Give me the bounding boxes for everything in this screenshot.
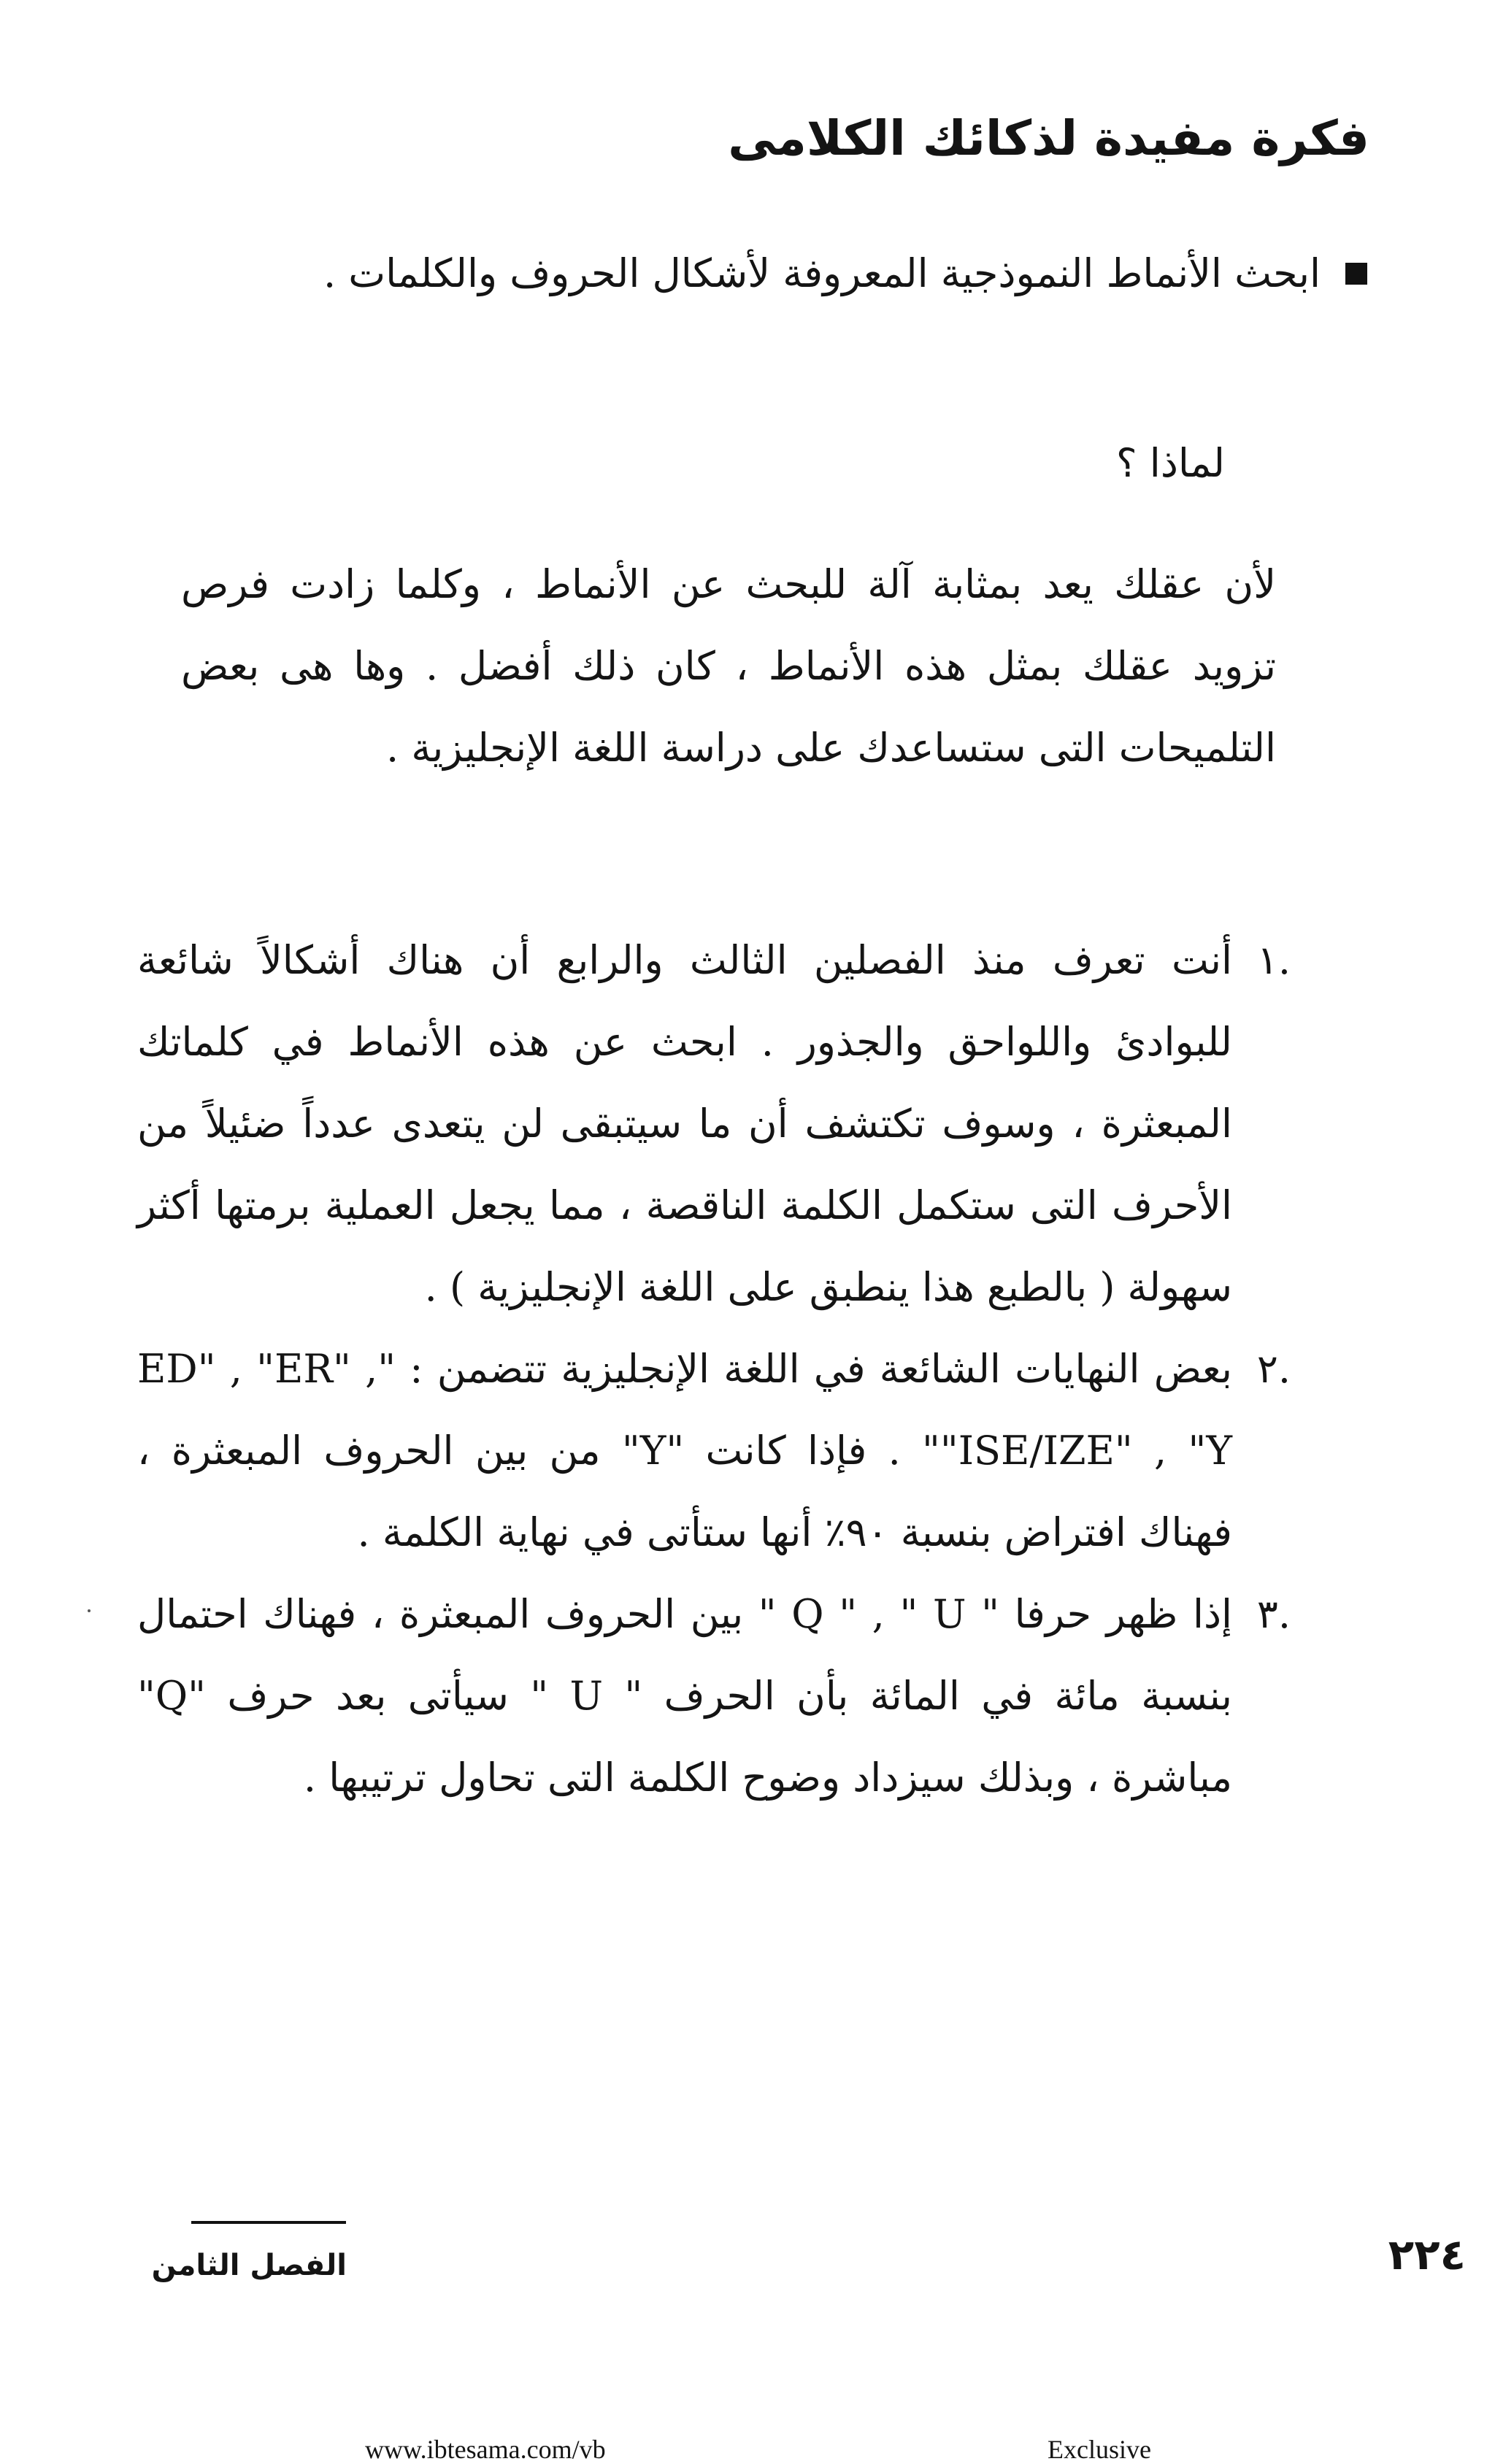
why-question: لماذا ؟: [1115, 440, 1225, 486]
hint-text: بعض النهايات الشائعة في اللغة الإنجليزية تتضمن : "ED" , "ER" , "ISE/IZE" , "Y" . فإذا كانت "Y" من بين الحروف المبعثرة ، فهناك افتراض بنسبة ٩٠٪ أنها ستأتى في نهاية الكلمة .: [137, 1346, 1232, 1555]
footer-divider: [191, 2221, 346, 2224]
section-title: فكرة مفيدة لذكائك الكلامى: [728, 110, 1369, 166]
hint-number: ٢.: [1256, 1346, 1291, 1392]
hint-text: أنت تعرف منذ الفصلين الثالث والرابع أن هناك أشكالاً شائعة للبوادئ واللواحق والجذور . ابحث عن هذه الأنماط في كلماتك المبعثرة ، وسوف تكتشف أن ما سيتبقى لن يتعدى عدداً ضئيلاً من الأحرف التى ستكمل الكلمة الناقصة ، مما يجعل العملية برمتها أكثر سهولة ( بالطبع هذا ينطبق على اللغة الإنجليزية ) .: [137, 937, 1232, 1310]
page-number: ٢٢٤: [1388, 2230, 1466, 2279]
why-answer-paragraph: لأن عقلك يعد بمثابة آلة للبحث عن الأنماط ، وكلما زادت فرص تزويد عقلك بمثل هذه الأنماط ، كان ذلك أفضل . وها هى بعض التلميحات التى ستساعدك على دراسة اللغة الإنجليزية .: [181, 561, 1276, 771]
hint-text: إذا ظهر حرفا " Q " , " U " بين الحروف المبعثرة ، فهناك احتمال بنسبة مائة في المائة بأن الحرف " U " سيأتى بعد حرف "Q" مباشرة ، وبذلك سيزداد وضوح الكلمة التى تحاول ترتيبها .: [137, 1591, 1232, 1801]
source-url: www.ibtesama.com/vb: [365, 2435, 606, 2464]
scan-speck: [88, 1609, 91, 1612]
hints-list: [137, 920, 1291, 1819]
black-square-bullet-icon: [1345, 263, 1367, 285]
tip-row: [228, 248, 1367, 299]
exclusive-label: Exclusive: [1048, 2435, 1151, 2464]
hint-item-3: [137, 1574, 1291, 1819]
tip-text: ابحث الأنماط النموذجية المعروفة لأشكال الحروف والكلمات .: [323, 250, 1321, 296]
hint-number: ١.: [1256, 937, 1291, 983]
hint-number: ٣.: [1256, 1591, 1291, 1637]
chapter-label: الفصل الثامن: [151, 2249, 347, 2282]
hint-item-2: [137, 1328, 1291, 1574]
hint-item-1: [137, 920, 1291, 1328]
